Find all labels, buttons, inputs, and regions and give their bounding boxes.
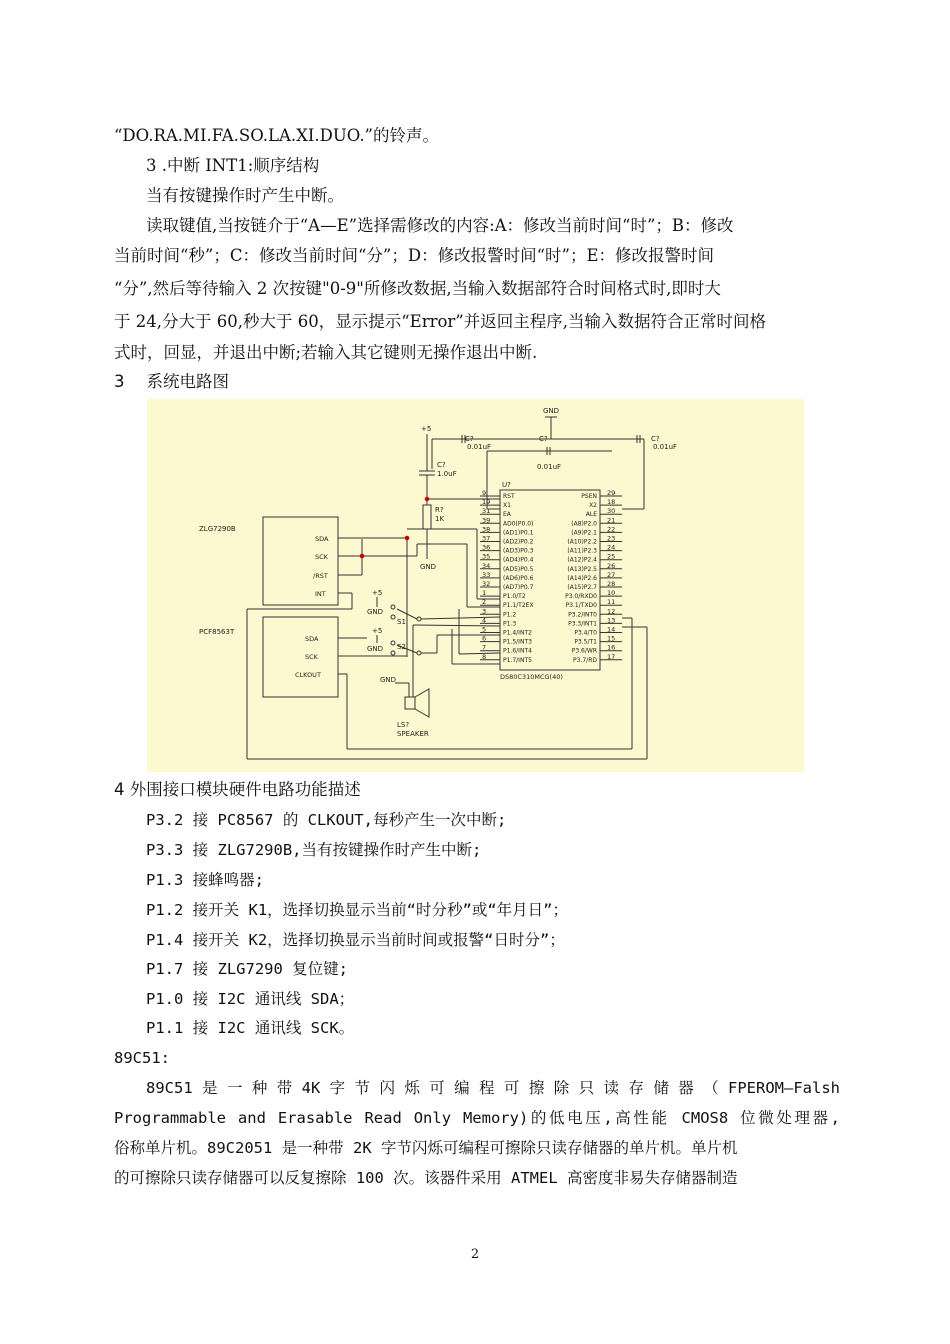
chip-left-pin-number: 4 [482,616,487,625]
chip-left-pin-name: (AD3)P0.3 [503,547,534,555]
paragraph-line: 的可擦除只读存储器可以反复擦除 100 次。该器件采用 ATMEL 高密度非易失存储器制造 [114,1169,738,1187]
pin-description: P3.3 接 ZLG7290B,当有按键操作时产生中断; [146,841,482,859]
chip-left-pin-name: RST [503,493,515,500]
chip-left-pin-number: 31 [482,507,491,516]
pcf8563-block [263,617,338,697]
chip-left-pin-number: 3 [482,607,487,616]
chip-left-pin-name: (AD4)P0.4 [503,556,534,564]
diagram-background [147,399,804,772]
chip-left-pin-number: 5 [482,625,487,634]
chip-left-pin-number: 36 [482,543,491,552]
chip-right-pin-name: (A11)P2.3 [567,547,597,555]
pin-description: P1.2 接开关 K1，选择切换显示当前“时分秒”或“年月日”； [146,901,568,919]
chip-left-pin-name: P1.5/INT3 [503,638,532,646]
chip-left-pin-name: (AD2)P0.2 [503,538,534,546]
chip-left-pin-name: X1 [503,502,511,510]
chip-right-pin-name: ALE [585,511,597,519]
heading-title: 系统电路图 [146,372,229,391]
text-line: 当前时间“秒”；C：修改当前时间“分”；D：修改报警时间“时”；E：修改报警时间 [114,246,715,265]
chip-left-pin-name: P1.7/INT5 [503,656,532,664]
chip-left-pin-number: 2 [482,598,487,607]
chip-name: DS80C310MCG(40) [500,673,563,681]
chip-right-pin-name: P3.3/INT1 [568,620,597,628]
vcc-label-s2: +5 [372,627,383,635]
cap-reset-value: 1.0uF [437,470,457,478]
chip-right-pin-number: 30 [607,507,616,516]
text-line: 式时，回显，并退出中断;若输入其它键则无操作退出中断. [114,343,538,362]
chip-left-pin-number: 7 [482,643,487,652]
cap-c3-ref: C? [651,435,660,443]
chip-right-pin-name: P3.7/RD [573,656,597,664]
chip-left-pin-number: 38 [482,525,491,534]
pin-description: P1.3 接蜂鸣器; [146,871,264,889]
zlg-pin-rst: /RST [313,572,328,580]
pin-description: P1.1 接 I2C 通讯线 SCK。 [146,1019,355,1037]
chip-right-pin-number: 10 [607,589,616,598]
cap-reset-ref: C? [437,461,446,469]
text-line: 于 24,分大于 60,秒大于 60，显示提示“Error”并返回主程序,当输入数据符合正常时间格 [114,312,766,331]
chip-left-pin-number: 9 [482,489,487,497]
chip-left-pin-number: 35 [482,552,491,561]
chip-left-pin-name: (AD1)P0.1 [503,529,534,537]
pin-description: P1.7 接 ZLG7290 复位键; [146,960,348,978]
chip-right-pin-name: (A14)P2.6 [567,574,597,582]
chip-left-pin-name: P1.0/T2 [503,593,526,601]
text-line: 当有按键操作时产生中断。 [146,186,344,205]
chip-right-pin-name: P3.1/TXD0 [565,602,597,610]
chip-right-pin-number: 22 [607,525,616,534]
chip-right-pin-name: (A12)P2.4 [567,556,597,564]
zlg-pin-sck: SCK [315,553,328,561]
chip-left-pin-number: 37 [482,534,491,543]
chip-right-pin-number: 13 [607,616,616,625]
chip-right-pin-name: X2 [589,502,597,510]
section-heading-4: 4 外围接口模块硬件电路功能描述 [114,780,361,799]
resistor-ref: R? [435,506,444,514]
heading-number: 3 [114,372,125,391]
chip-right-pin-number: 23 [607,534,616,543]
switch-s2-label: S2 [397,643,406,651]
zlg7290-label: ZLG7290B [199,525,236,533]
chip-right-pin-number: 25 [607,552,616,561]
paragraph-line: Programmable and Erasable Read Only Memory)的低电压,高性能 CMOS8 位微处理器, [114,1109,840,1127]
gnd-top-label: GND [543,407,560,415]
chip-left-pin-number: 32 [482,580,491,588]
pcf-pin-sck: SCK [305,653,318,661]
text-line: “分”,然后等待输入 2 次按键"0-9"所修改数据,当输入数据部符合时间格式时,即时大 [114,279,721,298]
chip-left-pin-name: P1.3 [503,620,517,628]
system-circuit-diagram [147,399,804,772]
speaker-label: SPEAKER [397,730,429,738]
cap-c3-value: 0.01uF [653,443,678,451]
gnd-label-s2: GND [367,645,384,653]
chip-right-pin-name: P3.2/INT0 [568,611,597,619]
pin-description: P1.4 接开关 K2，选择切换显示当前时间或报警“日时分”； [146,931,565,949]
chip-right-pin-name: (A9)P2.1 [571,529,597,537]
chip-right-pin-number: 28 [607,580,616,588]
chip-right-pin-number: 24 [607,543,616,552]
paragraph-line: 俗称单片机。89C2051 是一种带 2K 字节闪烁可编程可擦除只读存储器的单片机。单片机 [114,1139,738,1157]
pin-description: P1.0 接 I2C 通讯线 SDA； [146,990,355,1008]
chip-left-pin-name: (AD7)P0.7 [503,584,534,591]
chip-left-pin-name: P1.2 [503,611,517,619]
chip-right-pin-number: 17 [607,652,616,661]
chip-right-pin-number: 29 [607,489,616,497]
chip-left-pin-name: (AD5)P0.5 [503,565,534,573]
pcf8563-label: PCF8563T [199,628,235,636]
chip-left-pin-number: 6 [482,634,487,643]
chip-left-pin-number: 33 [482,570,491,579]
chip-left-pin-name: P1.6/INT4 [503,647,532,655]
resistor-value: 1K [435,515,445,523]
gnd-label-speaker: GND [380,676,397,684]
chip-left-pin-number: 1 [482,589,487,598]
page-number: 2 [470,1247,480,1262]
speaker-ref: LS? [397,721,410,729]
cap-c1-ref: C? [465,435,474,443]
cap-c1-value: 0.01uF [467,443,492,451]
pin-description: P3.2 接 PC8567 的 CLKOUT,每秒产生一次中断; [146,811,507,829]
cap-c2-value: 0.01uF [537,463,562,471]
chip-right-pin-number: 15 [607,634,616,643]
chip-right-pin-name: PSEN [581,493,597,500]
chip-left-pin-name: EA [503,511,511,519]
chip-left-pin-number: 39 [482,516,491,525]
cap-c2-ref: C? [539,435,548,443]
chip-right-pin-number: 14 [607,625,616,634]
chip-left-pin-name: P1.4/INT2 [503,629,532,637]
chip-right-pin-number: 12 [607,607,616,616]
chip-right-pin-number: 11 [607,598,616,607]
gnd-reset-label: GND [420,563,437,571]
chip-right-pin-name: (A13)P2.5 [567,565,597,573]
chip-left-pin-number: 19 [482,498,491,507]
pcf-pin-sda: SDA [305,635,319,643]
zlg-pin-int: INT [315,590,326,598]
zlg7290-block [263,517,338,605]
chip-right-pin-name: (A10)P2.2 [567,538,597,546]
text-line: 读取键值,当按链介于“A—E”选择需修改的内容:A：修改当前时间“时”；B：修改 [146,216,734,235]
pcf-pin-clkout: CLKOUT [295,671,321,679]
chip-right-pin-number: 16 [607,643,616,652]
subsection-heading-89c51: 89C51: [114,1049,170,1067]
chip-right-pin-name: P3.6/WR [571,647,597,655]
chip-right-pin-number: 27 [607,570,616,579]
chip-right-pin-number: 26 [607,561,616,570]
chip-right-pin-name: P3.0/RXD0 [565,593,597,601]
zlg-pin-sda: SDA [315,535,329,543]
switch-s1-label: S1 [397,618,406,626]
text-line: “DO.RA.MI.FA.SO.LA.XI.DUO.”的铃声。 [114,126,439,145]
chip-left-pin-name: AD0(P0.0) [503,520,534,528]
chip-right-pin-number: 18 [607,498,616,507]
chip-right-pin-name: (A15)P2.7 [567,584,597,591]
chip-right-pin-number: 21 [607,516,616,525]
gnd-label-s1: GND [367,608,384,616]
chip-right-pin-name: P3.4/T0 [574,629,597,637]
chip-right-pin-name: P3.5/T1 [574,638,597,646]
chip-left-pin-name: (AD6)P0.6 [503,574,534,582]
paragraph-line: 89C51 是 一 种 带 4K 字 节 闪 烁 可 编 程 可 擦 除 只 读 存 储 器 （ FPEROM—Falsh [146,1079,840,1097]
chip-left-pin-number: 8 [482,652,487,661]
section-heading-3 [114,371,840,393]
chip-left-pin-name: P1.1/T2EX [503,602,534,610]
chip-ref: U? [502,481,511,489]
section-subheading: 3 .中断 INT1:顺序结构 [146,156,320,175]
vcc-label-top: +5 [421,425,432,433]
chip-left-pin-number: 34 [482,561,491,570]
vcc-label-s1: +5 [372,589,383,597]
chip-right-pin-name: (A8)P2.0 [571,520,597,528]
